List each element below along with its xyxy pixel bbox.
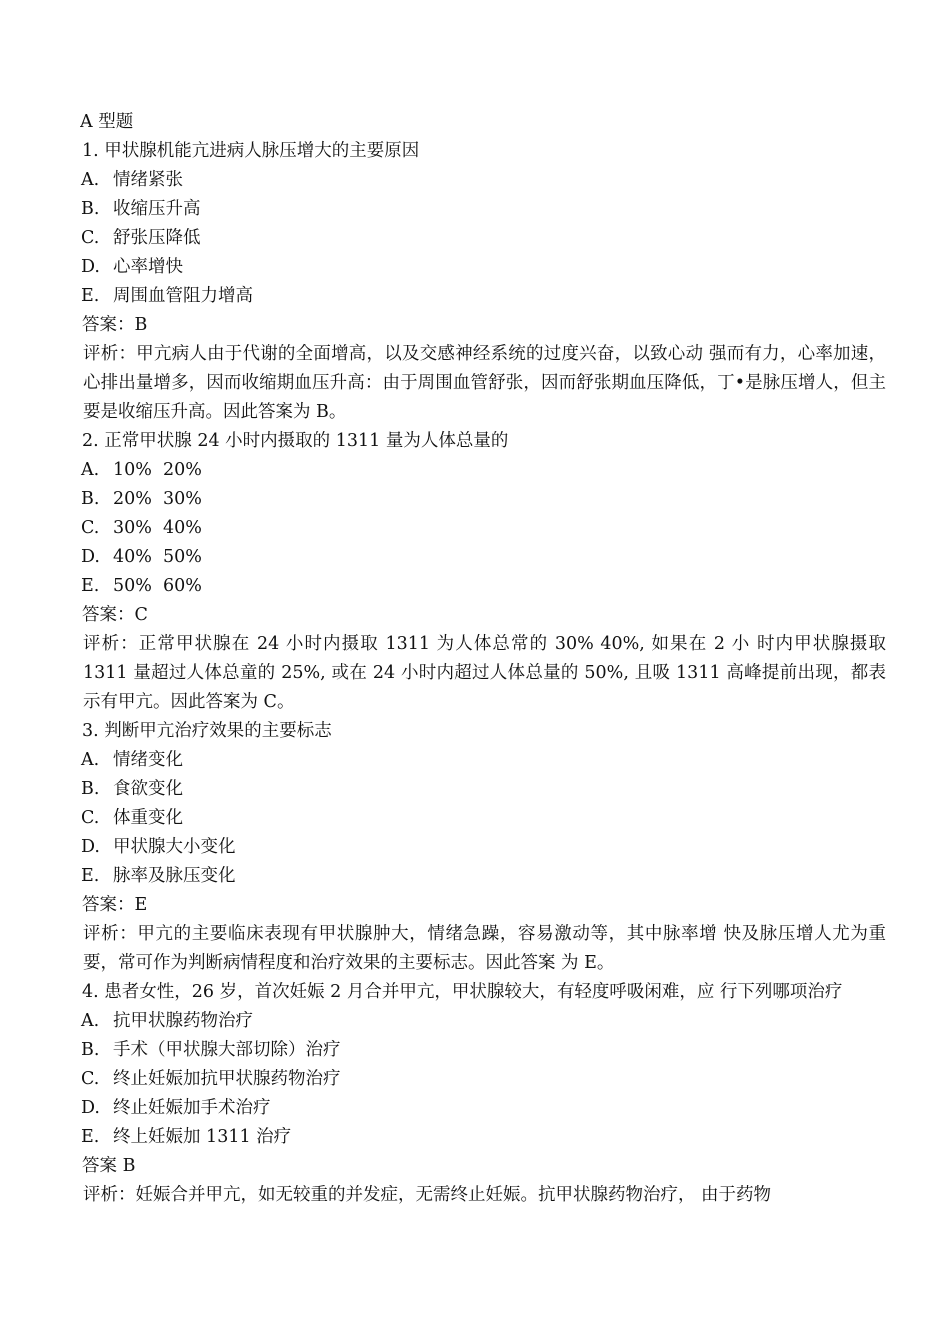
option-letter: A. (81, 170, 100, 190)
option-high: 60% (163, 576, 202, 596)
question-3-option-d (80, 833, 886, 862)
option-letter: E. (81, 576, 100, 596)
option-text: 手术（甲状腺大部切除）治疗 (113, 1040, 341, 1060)
option-high: 30% (163, 489, 202, 509)
question-4-option-a (80, 1007, 886, 1036)
question-2-stem: 2. 正常甲状腺 24 小时内摄取的 1311 量为人体总量的 (82, 431, 509, 451)
option-text: 体重变化 (113, 808, 183, 828)
question-4-option-b (80, 1036, 886, 1065)
question-1-option-b (80, 195, 886, 224)
option-letter: A. (81, 1011, 100, 1031)
option-letter: D. (81, 257, 100, 277)
question-1-option-e (80, 282, 886, 311)
option-text: 终上妊娠加 1311 治疗 (113, 1127, 292, 1147)
question-3-analysis: 评析：甲亢的主要临床表现有甲状腺肿大，情绪急躁，容易激动等，其中脉率增 快及脉压增人尤为重要，常可作为判断病情程度和治疗效果的主要标志。因此答案 为 E。 (83, 924, 886, 973)
question-2-answer: 答案：C (82, 605, 148, 625)
question-3-stem: 3. 判断甲亢治疗效果的主要标志 (82, 721, 332, 741)
question-3-option-b (80, 775, 886, 804)
question-1-option-d (80, 253, 886, 282)
document-content (80, 108, 886, 1210)
question-3-option-e (80, 862, 886, 891)
option-letter: B. (81, 199, 100, 219)
question-3-option-c (80, 804, 886, 833)
question-1-stem: 1. 甲状腺机能亢进病人脉压增大的主要原因 (82, 141, 420, 161)
option-letter: D. (81, 837, 100, 857)
option-text: 舒张压降低 (113, 228, 201, 248)
option-letter: E. (81, 1127, 100, 1147)
question-3-option-a (80, 746, 886, 775)
question-2-option-b (80, 485, 886, 514)
option-text: 终止妊娠加抗甲状腺药物治疗 (113, 1069, 341, 1089)
question-4-stem: 4. 患者女性，26 岁，首次妊娠 2 月合并甲亢，甲状腺较大，有轻度呼吸闲难，应 行下列哪项治疗 (82, 982, 843, 1002)
question-4-option-e (80, 1123, 886, 1152)
option-text: 食欲变化 (113, 779, 183, 799)
option-letter: A. (81, 460, 100, 480)
option-letter: A. (81, 750, 100, 770)
option-text: 收缩压升高 (113, 199, 201, 219)
question-2-option-a (80, 456, 886, 485)
question-4-option-d (80, 1094, 886, 1123)
option-letter: D. (81, 547, 100, 567)
option-letter: B. (81, 489, 100, 509)
option-text: 抗甲状腺药物治疗 (113, 1011, 253, 1031)
question-4-analysis: 评析：妊娠合并甲亢，如无较重的并发症，无需终止妊娠。抗甲状腺药物治疗， 由于药物 (83, 1185, 772, 1205)
option-letter: C. (81, 518, 100, 538)
question-3-answer: 答案：E (82, 895, 148, 915)
question-2-analysis: 评析：正常甲状腺在 24 小时内摄取 1311 为人体总常的 30% 40%, 如果在 2 小 时内甲状腺摄取 1311 量超过人体总童的 25%, 或在 24 小时内超过人体总量的 50%, 且吸 1311 高峰提前出现，都表示有甲亢。因此答案为 C。 (83, 634, 886, 712)
option-text: 心率增快 (113, 257, 183, 277)
option-high: 50% (163, 547, 202, 567)
option-text: 情绪变化 (113, 750, 183, 770)
option-text: 甲状腺大小变化 (113, 837, 236, 857)
question-1-option-a (80, 166, 886, 195)
option-letter: E. (81, 866, 100, 886)
option-letter: C. (81, 1069, 100, 1089)
option-letter: B. (81, 779, 100, 799)
question-1-option-c (80, 224, 886, 253)
section-title: A 型题 (80, 112, 134, 132)
option-text: 情绪紧张 (113, 170, 183, 190)
option-letter: E. (81, 286, 100, 306)
question-2-option-c (80, 514, 886, 543)
option-high: 20% (163, 460, 202, 480)
option-letter: B. (81, 1040, 100, 1060)
question-2-option-e (80, 572, 886, 601)
option-low: 20% (113, 489, 152, 509)
question-2-option-d (80, 543, 886, 572)
option-text: 周围血管阻力增高 (113, 286, 253, 306)
option-low: 30% (113, 518, 152, 538)
question-1-answer: 答案：B (82, 315, 148, 335)
option-low: 10% (113, 460, 152, 480)
option-letter: C. (81, 808, 100, 828)
option-low: 40% (113, 547, 152, 567)
option-letter: C. (81, 228, 100, 248)
option-letter: D. (81, 1098, 100, 1118)
question-4-answer: 答案 B (82, 1156, 136, 1176)
option-high: 40% (163, 518, 202, 538)
option-text: 脉率及脉压变化 (113, 866, 236, 886)
question-1-analysis: 评析：甲亢病人由于代谢的全面增高，以及交感神经系统的过度兴奋，以致心动 强而有力，心率加速，心排出量增多，因而收缩期血压升高：由于周围血管舒张，因而舒张期血压降低，丁•是脉压增人，但主要是收缩压升高。因此答案为 B。 (83, 344, 886, 422)
option-text: 终止妊娠加手术治疗 (113, 1098, 271, 1118)
option-low: 50% (113, 576, 152, 596)
question-4-option-c (80, 1065, 886, 1094)
